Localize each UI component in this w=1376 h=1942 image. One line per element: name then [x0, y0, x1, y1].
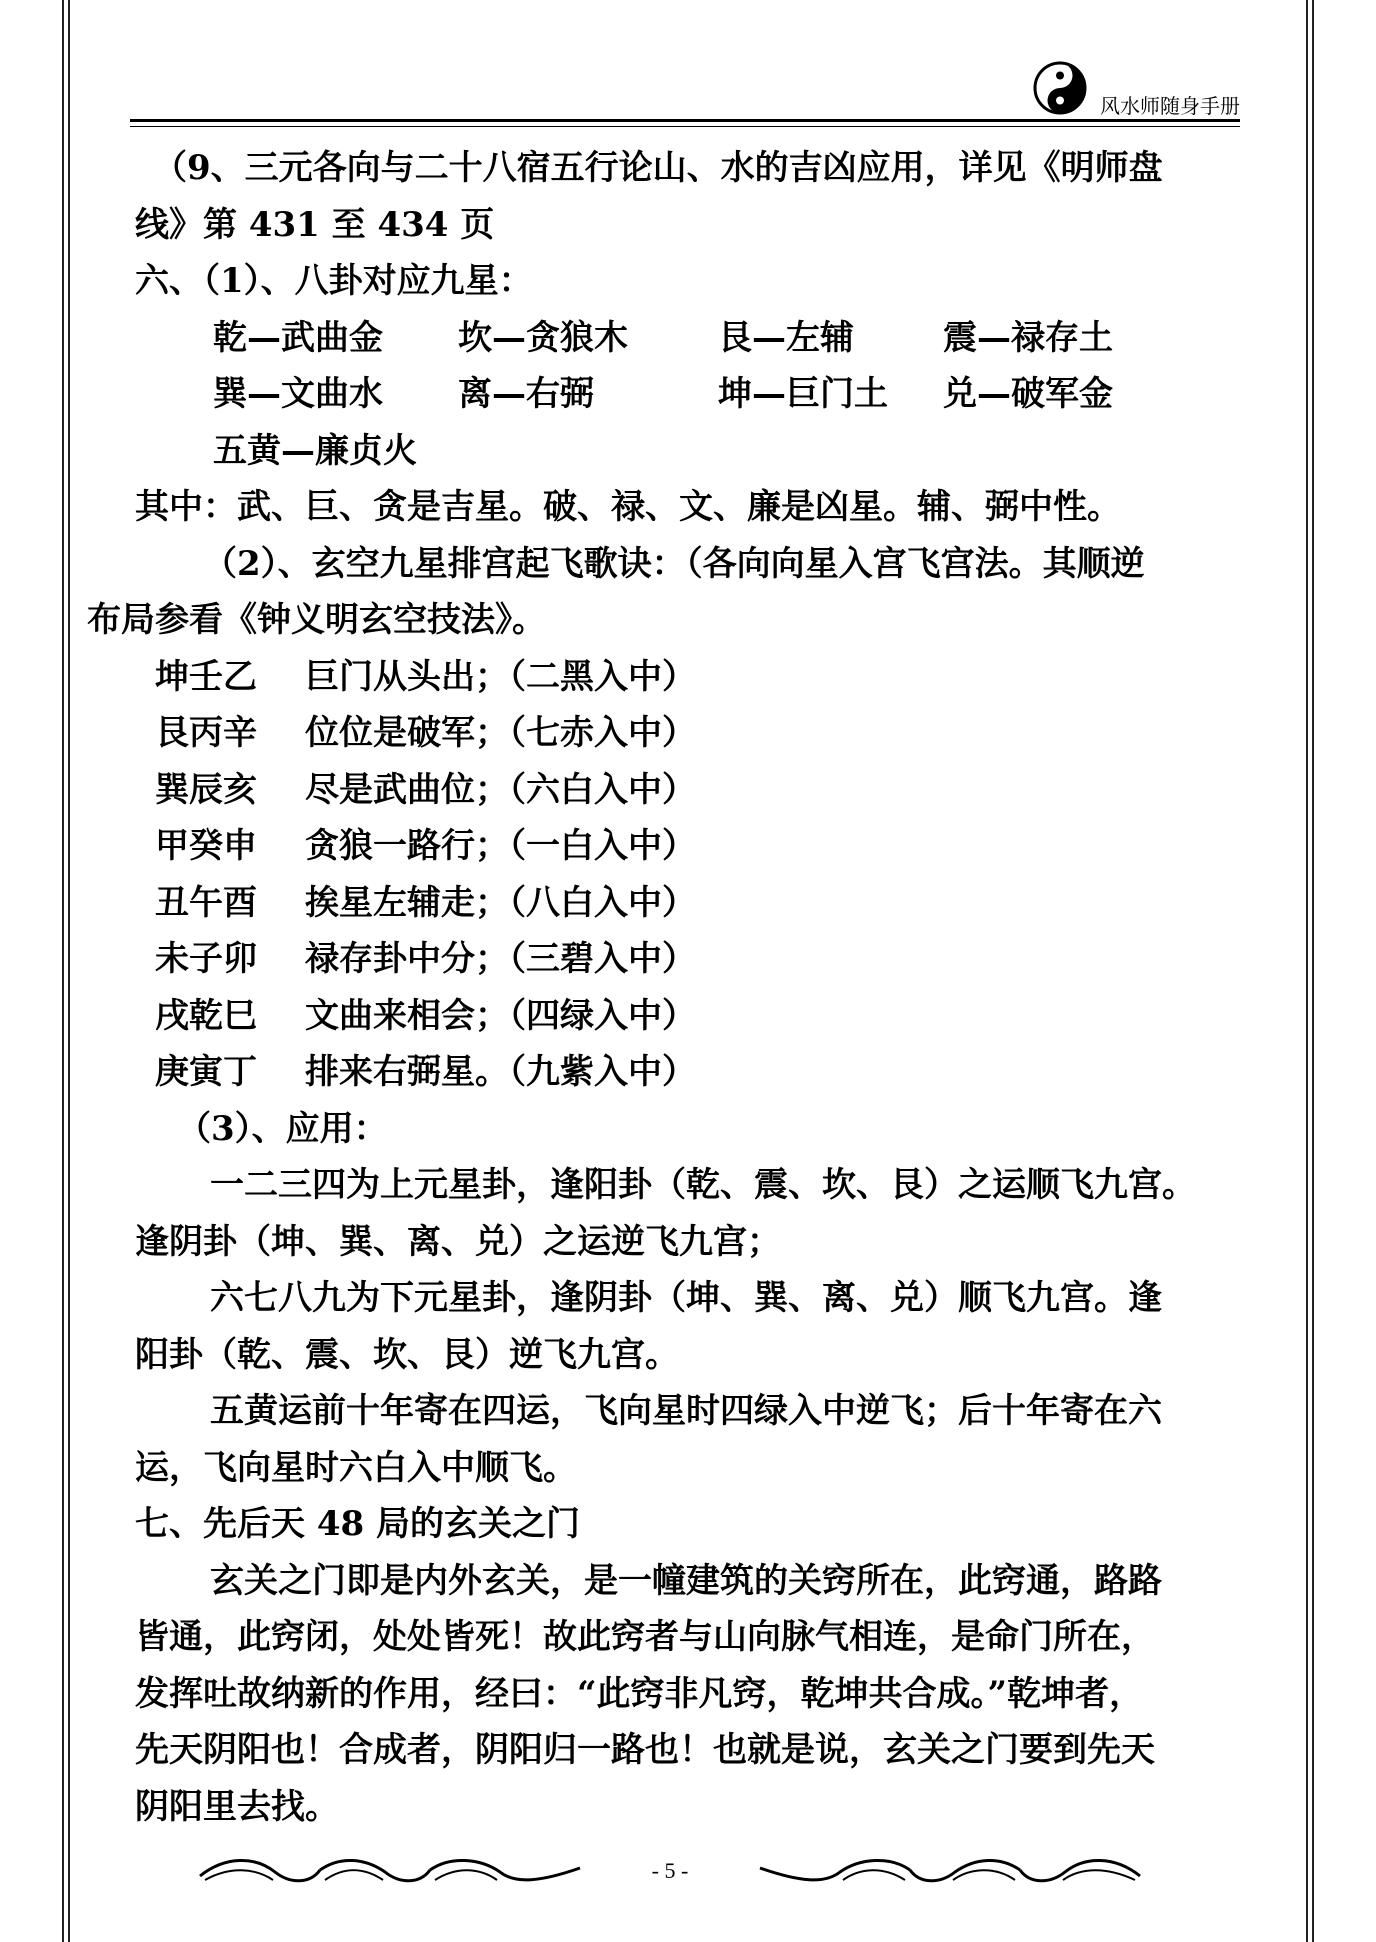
- verse-text: 挨星左辅走；（八白入中）: [305, 882, 696, 923]
- paragraph: 六七八九为下元星卦，逢阴卦（坤、巽、离、兑）顺飞九宫。逢: [210, 1278, 1162, 1318]
- trigram-star-item: 震—禄存土: [943, 317, 1113, 358]
- paragraph: 阳卦（乾、震、坎、艮）逆飞九宫。: [135, 1334, 679, 1375]
- verse-list: [135, 649, 1245, 1101]
- paragraph: 其中：武、巨、贪是吉星。破、禄、文、廉是凶星。辅、弼中性。: [135, 487, 1121, 527]
- trigram-star-item: 艮—左辅: [718, 317, 854, 358]
- header-rule-thin: [130, 126, 1240, 127]
- footer-ornament-right: [755, 1854, 1145, 1888]
- paragraph: 布局参看《钟义明玄空技法》。: [87, 600, 546, 640]
- verse-directions: 未子卯: [155, 939, 257, 979]
- page-footer: [195, 1852, 1145, 1892]
- page-border-right-outer: [1312, 0, 1314, 1942]
- paragraph: （9、三元各向与二十八宿五行论山、水的吉凶应用，详见《明师盘: [153, 148, 1163, 188]
- subsection-heading: （3）、应用：: [177, 1108, 388, 1149]
- verse-text: 文曲来相会；（四绿入中）: [305, 995, 696, 1036]
- trigram-star-table: [135, 310, 1245, 480]
- trigram-star-item: 五黄—廉贞火: [213, 430, 417, 471]
- verse-directions: 巽辰亥: [155, 769, 257, 810]
- verse-directions: 甲癸申: [155, 826, 257, 866]
- paragraph: 五黄运前十年寄在四运，飞向星时四绿入中逆飞；后十年寄在六: [210, 1391, 1162, 1431]
- paragraph: 运，飞向星时六白入中顺飞。: [135, 1447, 577, 1488]
- page-header: [130, 48, 1240, 122]
- paragraph: 线》第 431 至 434 页: [135, 204, 495, 245]
- verse-text: 尽是武曲位；（六白入中）: [305, 769, 696, 810]
- trigram-star-item: 坎—贪狼木: [458, 317, 628, 358]
- verse-text: 巨门从头出；（二黑入中）: [305, 656, 696, 697]
- trigram-star-item: 兑—破军金: [943, 374, 1113, 414]
- paragraph: 阴阳里去找。: [135, 1786, 339, 1827]
- page-content: [87, 140, 1245, 1835]
- paragraph: 先天阴阳也！合成者，阴阳归一路也！也就是说，玄关之门要到先天: [135, 1730, 1155, 1770]
- paragraph: 一二三四为上元星卦，逢阳卦（乾、震、坎、艮）之运顺飞九宫。: [210, 1165, 1196, 1205]
- page-border-right-inner: [1306, 0, 1308, 1942]
- subsection-heading: （2）、玄空九星排宫起飞歌诀：（各向向星入宫飞宫法。其顺逆: [203, 543, 1145, 584]
- verse-directions: 艮丙辛: [155, 713, 257, 753]
- verse-directions: 丑午酉: [155, 882, 257, 923]
- verse-directions: 戌乾巳: [155, 995, 257, 1036]
- trigram-star-item: 离—右弼: [458, 374, 594, 414]
- page-border-left-outer: [62, 0, 64, 1942]
- paragraph: 发挥吐故纳新的作用，经曰：“此窍非凡窍，乾坤共合成。”乾坤者，: [135, 1673, 1144, 1714]
- paragraph: 玄关之门即是内外玄关，是一幢建筑的关窍所在，此窍通，路路: [210, 1560, 1162, 1601]
- page-border-left-inner: [68, 0, 70, 1942]
- trigram-star-item: 乾—武曲金: [213, 317, 383, 358]
- section-heading: 六、（1）、八卦对应九星：: [135, 261, 533, 301]
- verse-text: 位位是破军；（七赤入中）: [305, 713, 696, 753]
- verse-text: 贪狼一路行；（一白入中）: [305, 826, 696, 866]
- trigram-star-item: 坤—巨门土: [718, 374, 888, 414]
- trigram-star-item: 巽—文曲水: [213, 374, 383, 414]
- verse-directions: 庚寅丁: [155, 1052, 257, 1092]
- section-heading: 七、先后天 48 局的玄关之门: [135, 1504, 580, 1544]
- verse-text: 禄存卦中分；（三碧入中）: [305, 939, 696, 979]
- verse-directions: 坤壬乙: [155, 656, 257, 697]
- paragraph: 皆通，此窍闭，处处皆死！故此窍者与山向脉气相连，是命门所在，: [135, 1617, 1155, 1657]
- taiji-icon: [1030, 60, 1090, 116]
- verse-text: 排来右弼星。（九紫入中）: [305, 1052, 696, 1092]
- page-number: - 5 -: [651, 1858, 689, 1883]
- header-rule: [130, 119, 1240, 122]
- header-title: 风水师随身手册: [1100, 94, 1240, 118]
- paragraph: 逢阴卦（坤、巽、离、兑）之运逆飞九宫；: [135, 1221, 781, 1262]
